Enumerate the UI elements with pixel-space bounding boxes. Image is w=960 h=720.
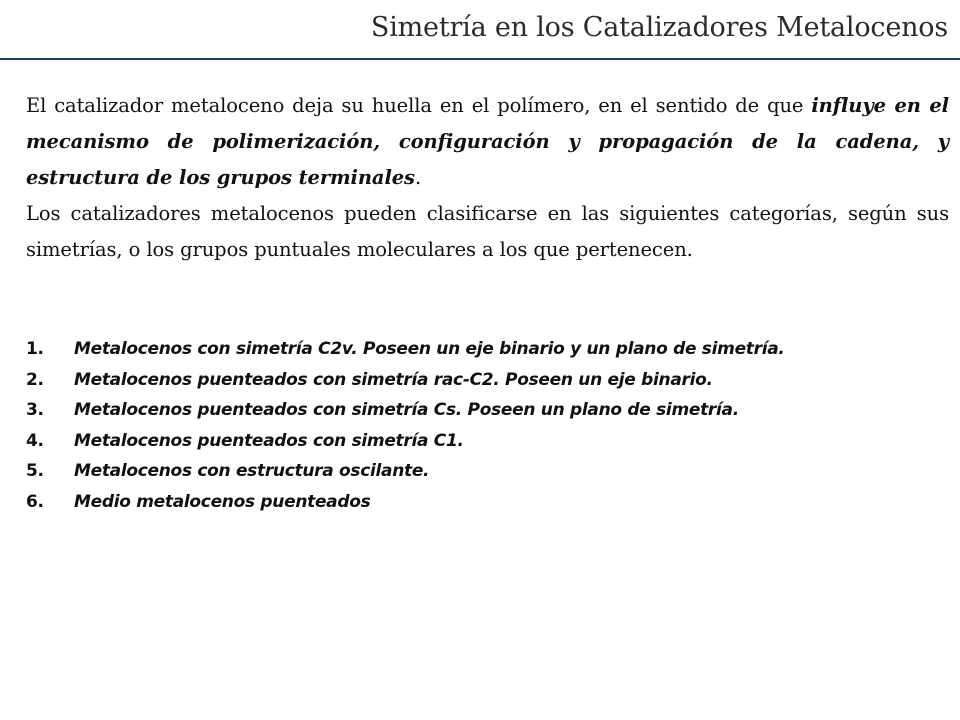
list-item — [26, 395, 949, 426]
list-item-text: Metalocenos con simetría C2v. Poseen un eje binario y un plano de simetría. — [74, 339, 785, 359]
list-item-text: Medio metalocenos puenteados — [74, 491, 371, 512]
list-item-number: 4. — [26, 430, 44, 451]
list-item-number: 6. — [26, 491, 44, 512]
list-item-number: 3. — [26, 400, 44, 420]
list-item — [26, 426, 949, 457]
title-divider — [0, 58, 960, 60]
list-item — [26, 334, 949, 365]
paragraph-1-end: . — [414, 166, 422, 189]
list-item-text: Metalocenos con estructura oscilante. — [74, 461, 430, 481]
list-item-text: Metalocenos puenteados con simetría Cs. Poseen un plano de simetría. — [74, 400, 739, 420]
paragraph-1-lead: El catalizador metaloceno deja su huella en el polímero, en el sentido de que — [26, 94, 812, 117]
paragraph-1-emphasis: influye en el mecanismo de polimerización, configuración y propagación de la cadena, y estructura de los grupos terminales — [26, 94, 949, 189]
list-item — [26, 365, 949, 396]
body-text — [26, 88, 949, 268]
paragraph-1 — [26, 88, 949, 196]
slide-title: Simetría en los Catalizadores Metalocenos — [370, 12, 948, 43]
list-item-number: 5. — [26, 461, 44, 481]
list-item-number: 1. — [26, 339, 44, 359]
list-item-number: 2. — [26, 369, 44, 390]
list-item-text: Metalocenos puenteados con simetría C1. — [74, 430, 464, 451]
paragraph-2: Los catalizadores metalocenos pueden clasificarse en las siguientes categorías, según sus simetrías, o los grupos puntuales moleculares a los que pertenecen. — [26, 202, 949, 261]
symmetry-category-list — [26, 334, 949, 517]
list-item-text: Metalocenos puenteados con simetría rac-C2. Poseen un eje binario. — [74, 369, 713, 390]
list-item — [26, 456, 949, 487]
list-item — [26, 487, 949, 518]
